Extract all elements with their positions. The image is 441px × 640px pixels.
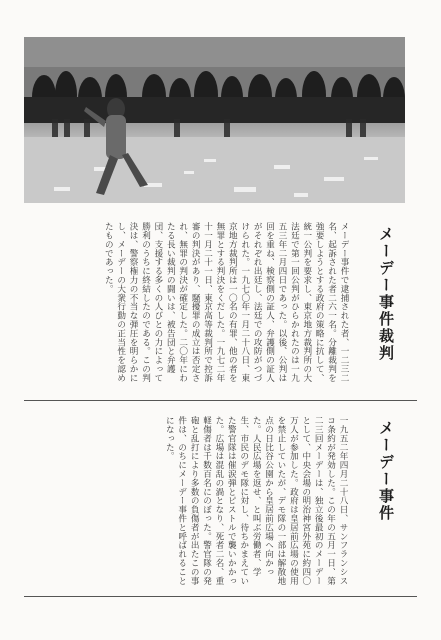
photo-scene [24, 37, 405, 203]
bottom-rule [24, 596, 417, 597]
section-divider [24, 400, 417, 401]
riot-photo [24, 37, 405, 203]
section2-title: メーデー事件 [377, 420, 395, 522]
section2-body: 一九五二年四月二十八日、サンフランシスコ条約が発効した。この年の五月一日、第二三回メーデーは、独立後最初のメーデーとして、中央会場の明治神宮外苑に約四〇万人が参加した。政府は皇居前広場の使用を禁止していたが、デモ隊の一部は解散地点の日比谷公園から皇居前広場へ向かった。人民広場を返せ、と叫ぶ労働者、学生、市民のデモ隊に対し、待ちかまえていた警官隊は催涙弾とピストルで襲いかかった。広場は混乱の渦となり、死者二名、重軽傷者は千数百名にのぼった。警官隊の発砲と乱打により多数の負傷者が出たこの事件は、のちにメーデー事件と呼ばれることになった。 [164, 416, 348, 586]
section1-body: メーデー事件で逮捕された者、一二三二名、起訴された者二六一名。分離裁判を強要しようとする政府の策略に抗して、統一公判を要求し、東京地方裁判所の大法廷で第一回公判がひらかれたのは一九五三年二月四日であった。以後、公判は回を重ね、検察側の証人、弁護側の証人がそれぞれ出廷し、法廷での攻防がつづけられた。一九七〇年一月二十八日、東京地方裁判所は一〇名の有罪、他の者を無罪とする判決をくだした。一九七二年十一月二十一日、東京高等裁判所で控訴審の判決があり、騒擾罪の成立は否定され、無罪の判決が確定した。二〇年にわたる長い裁判の闘いは、被告団と弁護団、支援する多くの人びとの力によって勝利のうちに終結したのである。この判決は、警察権力の不当な弾圧を明らかにし、メーデーの大衆行動の正当性を認めたものであった。 [103, 222, 349, 383]
section1-title: メーデー事件裁判 [377, 226, 395, 362]
